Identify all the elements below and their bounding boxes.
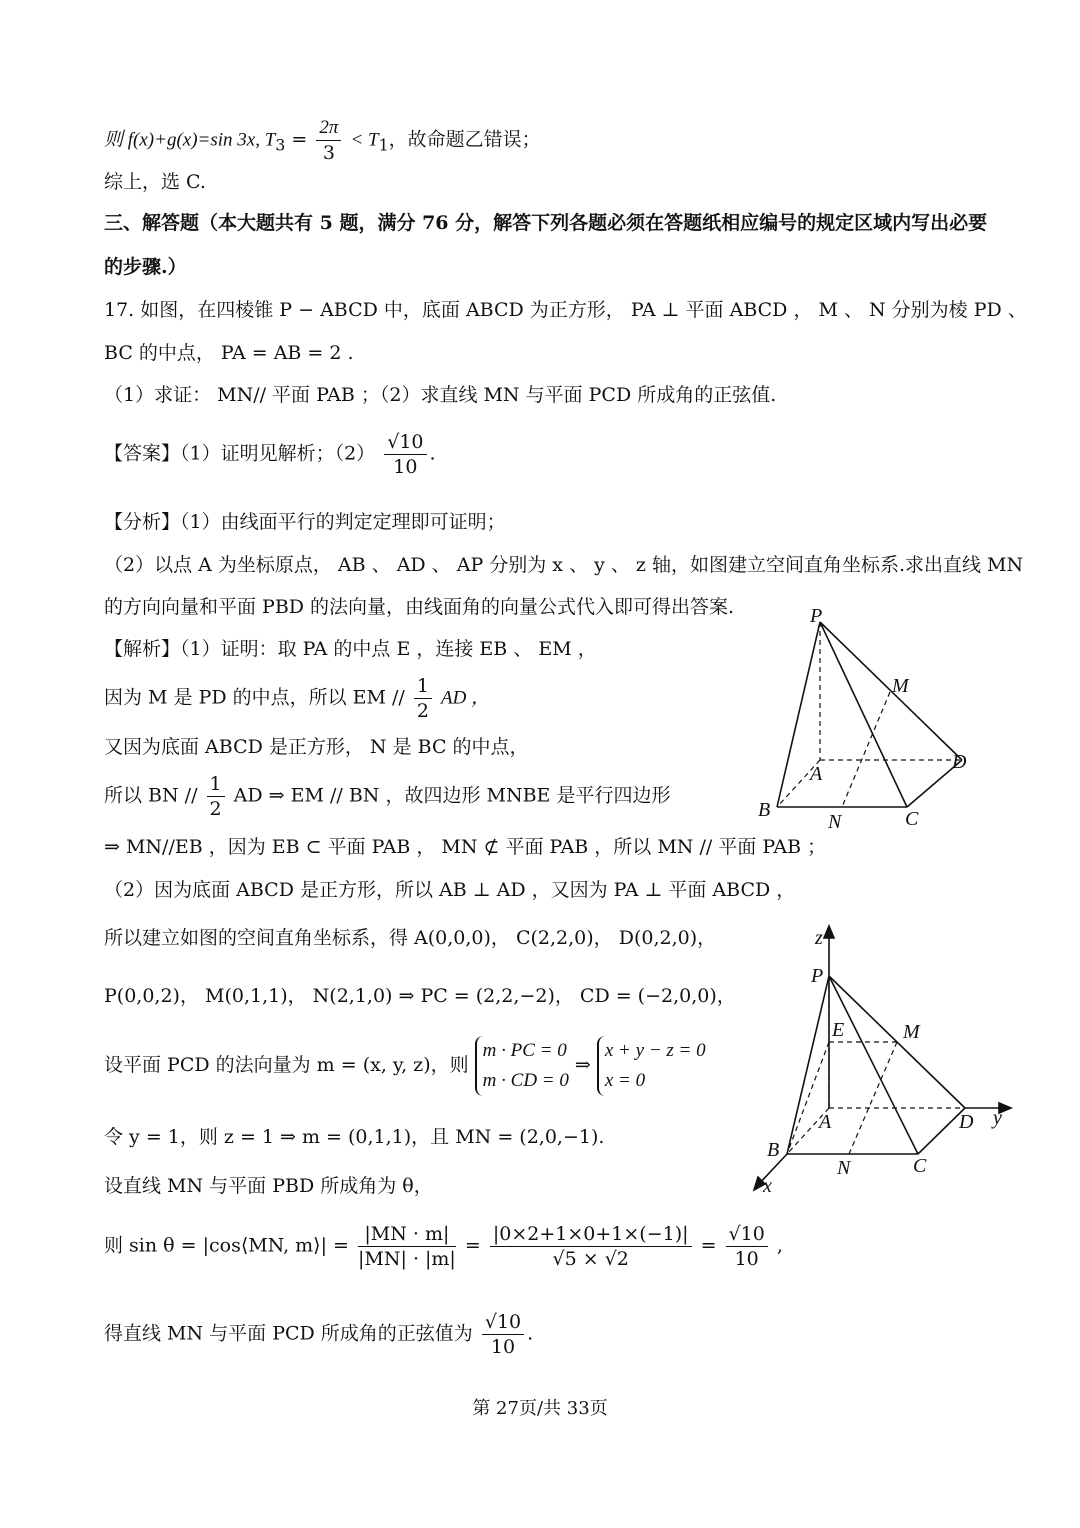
- label-C: C: [913, 1155, 927, 1177]
- problem-17-statement: 17. 如图，在四棱锥 P − ABCD 中，底面 ABCD 为正方形， PA ⊥ 平面 ABCD ， M 、 N 分别为棱 PD 、: [104, 299, 1027, 321]
- label-N: N: [837, 1157, 851, 1179]
- solution-line-8: P(0,0,2)， M(0,1,1)， N(2,1,0) ⇒ PC = (2,2,−2)， CD = (−2,0,0)，: [104, 985, 736, 1007]
- label-A: A: [819, 1111, 832, 1133]
- solution-line-12: 则 sin θ = |cos⟨MN, m⟩| = $\frac{|MN \cdot m|}{|MN| \cdot |m|}$ = $\frac{|0\times 2+1\times 0+1\times(-1)|}{√5 \times √2}$ = $\frac{√10}{10}$ ,: [104, 1223, 783, 1270]
- label-A: A: [810, 763, 823, 785]
- label-N: N: [828, 811, 842, 833]
- fraction: $\frac{2\pi}{3}$: [316, 116, 341, 165]
- fraction: $\frac{|0\times 2+1\times 0+1\times(-1)|}{√5 \times √2}$: [490, 1222, 692, 1271]
- analysis-line-1: 【分析】（1）由线面平行的判定定理即可证明；: [104, 511, 506, 533]
- solution-line-5: ⇒ MN//EB ，因为 EB ⊂ 平面 PAB ， MN ⊄ 平面 PAB ，所以 MN // 平面 PAB ；: [104, 836, 827, 858]
- label-P: P: [810, 605, 823, 627]
- label-B: B: [758, 799, 771, 821]
- equation-system-2: x + y − z = 0 x = 0: [597, 1036, 706, 1096]
- label-D: D: [959, 1111, 974, 1133]
- analysis-line-3: 的方向向量和平面 PBD 的法向量，由线面角的向量公式代入即可得出答案.: [104, 596, 735, 618]
- solution-line-13: 得直线 MN 与平面 PCD 所成角的正弦值为 $\frac{√10}{10}$ .: [104, 1311, 534, 1358]
- answer-fraction: $\frac{√10}{10}$: [384, 430, 426, 479]
- line-period-result: 则 f(x)+g(x)=sin 3x, $T_3$ = $\frac{2\pi}{3}$ < $T_1$，故命题乙错误；: [104, 117, 541, 164]
- page-footer: 第 27页/共 33页: [472, 1398, 608, 1419]
- label-M: M: [903, 1021, 920, 1043]
- half-fraction: $\frac{1}{2}$: [414, 674, 432, 723]
- section-heading-cont: 的步骤.）: [104, 256, 187, 278]
- solution-line-11: 设直线 MN 与平面 PBD 所成角为 θ，: [104, 1175, 433, 1197]
- label-B: B: [767, 1139, 780, 1161]
- solution-line-3: 又因为底面 ABCD 是正方形， N 是 BC 的中点，: [104, 736, 529, 758]
- equation-system-1: m · PC = 0 m · CD = 0: [475, 1036, 569, 1096]
- solution-line-1: 【解析】（1）证明：取 PA 的中点 E ，连接 EB 、 EM ，: [104, 638, 597, 660]
- solution-line-9: 设平面 PCD 的法向量为 m = (x, y, z)，则 m · PC = 0 m · CD = 0 ⇒ x + y − z = 0 x = 0: [104, 1036, 706, 1096]
- solution-line-10: 令 y = 1，则 z = 1 ⇒ m = (0,1,1)，且 MN = (2,0,−1).: [104, 1126, 605, 1148]
- analysis-line-2: （2）以点 A 为坐标原点， AB 、 AD 、 AP 分别为 x 、 y 、 z 轴，如图建立空间直角坐标系.求出直线 MN: [104, 554, 1024, 576]
- solution-line-6: （2）因为底面 ABCD 是正方形，所以 AB ⊥ AD ，又因为 PA ⊥ 平面 ABCD ，: [104, 879, 796, 901]
- solution-line-4: 所以 BN // $\frac{1}{2}$ AD ⇒ EM // BN ，故四边形 MNBE 是平行四边形: [104, 773, 671, 820]
- label-E: E: [832, 1019, 845, 1041]
- label-x: x: [763, 1175, 772, 1197]
- label-M: M: [892, 675, 909, 697]
- label-z: z: [815, 927, 823, 949]
- half-fraction: $\frac{1}{2}$: [207, 772, 225, 821]
- answer-line: 【答案】（1）证明见解析；（2） $\frac{√10}{10}$ .: [104, 431, 436, 478]
- problem-17-questions: （1）求证： MN// 平面 PAB ；（2）求直线 MN 与平面 PCD 所成角的正弦值.: [104, 384, 777, 406]
- label-y: y: [993, 1107, 1002, 1129]
- fraction: $\frac{√10}{10}$: [726, 1222, 768, 1271]
- solution-line-2: 因为 M 是 PD 的中点，所以 EM // $\frac{1}{2}$ AD ，: [104, 675, 491, 722]
- final-fraction: $\frac{√10}{10}$: [482, 1310, 524, 1359]
- label-C: C: [905, 808, 919, 830]
- line-conclusion: 综上，选 C.: [104, 171, 206, 193]
- solution-line-7: 所以建立如图的空间直角坐标系，得 A(0,0,0)， C(2,2,0)， D(0,2,0)，: [104, 927, 717, 949]
- label-D: D: [952, 751, 967, 773]
- section-heading: 三、解答题（本大题共有 5 题，满分 76 分，解答下列各题必须在答题纸相应编号的规定区域内写出必要: [104, 212, 988, 234]
- coordinate-pyramid-figure: [745, 922, 1025, 1202]
- problem-17-statement-cont: BC 的中点， PA = AB = 2 .: [104, 342, 354, 364]
- fraction: $\frac{|MN \cdot m|}{|MN| \cdot |m|}$: [358, 1223, 456, 1270]
- label-P: P: [811, 965, 824, 987]
- pyramid-figure: [740, 600, 980, 840]
